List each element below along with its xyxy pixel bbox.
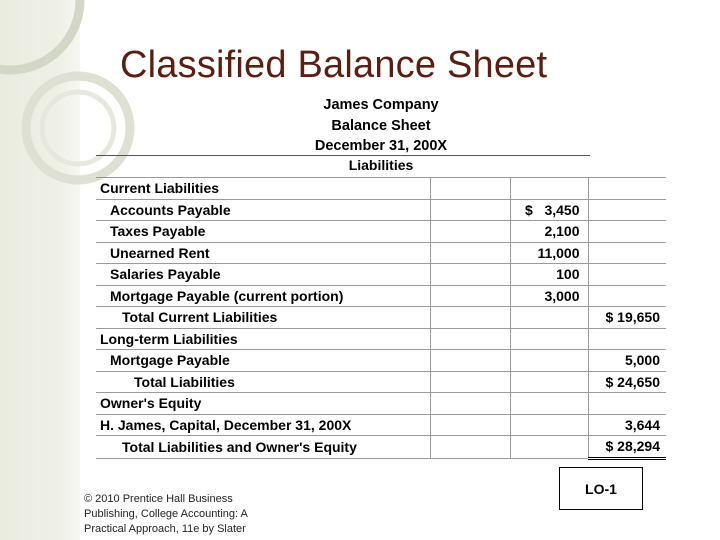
row-label: Total Liabilities and Owner's Equity: [96, 436, 430, 459]
slide-title: Classified Balance Sheet: [120, 44, 548, 86]
statement-name: Balance Sheet: [331, 117, 431, 134]
row-label: Owner's Equity: [96, 393, 430, 415]
amount-cell: $ 3,450: [510, 199, 588, 221]
table-row: [96, 350, 666, 372]
table-row: [96, 264, 666, 286]
row-label: Mortgage Payable: [96, 350, 430, 372]
row-label: Current Liabilities: [96, 178, 430, 200]
row-label: Salaries Payable: [96, 264, 430, 286]
section-heading: Liabilities: [348, 157, 414, 173]
table-row: [96, 328, 666, 350]
total-cell: 5,000: [588, 350, 666, 372]
total-cell: [588, 242, 666, 264]
total-cell: $ 28,294: [588, 436, 666, 459]
amount-cell: [510, 307, 588, 329]
amount-cell: [510, 371, 588, 393]
amount-cell: 3,000: [510, 285, 588, 307]
table-row: [96, 221, 666, 243]
row-label: Total Current Liabilities: [96, 307, 430, 329]
row-label: Total Liabilities: [96, 371, 430, 393]
amount-cell: [510, 414, 588, 436]
row-label: H. James, Capital, December 31, 200X: [96, 414, 430, 436]
amount-cell: [510, 178, 588, 200]
total-cell: [588, 199, 666, 221]
row-label: Mortgage Payable (current portion): [96, 285, 430, 307]
total-cell: $ 19,650: [588, 307, 666, 329]
table-row: [96, 371, 666, 393]
row-label: Accounts Payable: [96, 199, 430, 221]
amount-cell: [510, 350, 588, 372]
copyright-notice: © 2010 Prentice Hall Business Publishing, College Accounting: A Practical Approach, 11e by Slater: [84, 493, 248, 535]
total-cell: [588, 221, 666, 243]
amount-cell: 11,000: [510, 242, 588, 264]
amount-cell: 2,100: [510, 221, 588, 243]
table-row: [96, 242, 666, 264]
learning-objective-badge: LO-1: [559, 467, 643, 510]
table-row: [96, 393, 666, 415]
total-cell: [588, 393, 666, 415]
table-row: [96, 199, 666, 221]
table-row: [96, 436, 666, 459]
row-label: Long-term Liabilities: [96, 328, 430, 350]
total-cell: $ 24,650: [588, 371, 666, 393]
amount-cell: [510, 436, 588, 459]
statement-header: [296, 95, 466, 157]
header-divider: [96, 155, 590, 156]
total-cell: [588, 285, 666, 307]
row-label: Unearned Rent: [96, 242, 430, 264]
total-cell: [588, 178, 666, 200]
table-row: [96, 178, 666, 200]
table-row: [96, 307, 666, 329]
row-label: Taxes Payable: [96, 221, 430, 243]
total-cell: 3,644: [588, 414, 666, 436]
amount-cell: [510, 393, 588, 415]
company-name: James Company: [323, 97, 439, 113]
total-cell: [588, 328, 666, 350]
statement-date: December 31, 200X: [314, 138, 448, 154]
amount-cell: [510, 328, 588, 350]
amount-cell: 100: [510, 264, 588, 286]
balance-sheet-table: [96, 177, 666, 460]
table-row: [96, 285, 666, 307]
table-row: [96, 414, 666, 436]
total-cell: [588, 264, 666, 286]
